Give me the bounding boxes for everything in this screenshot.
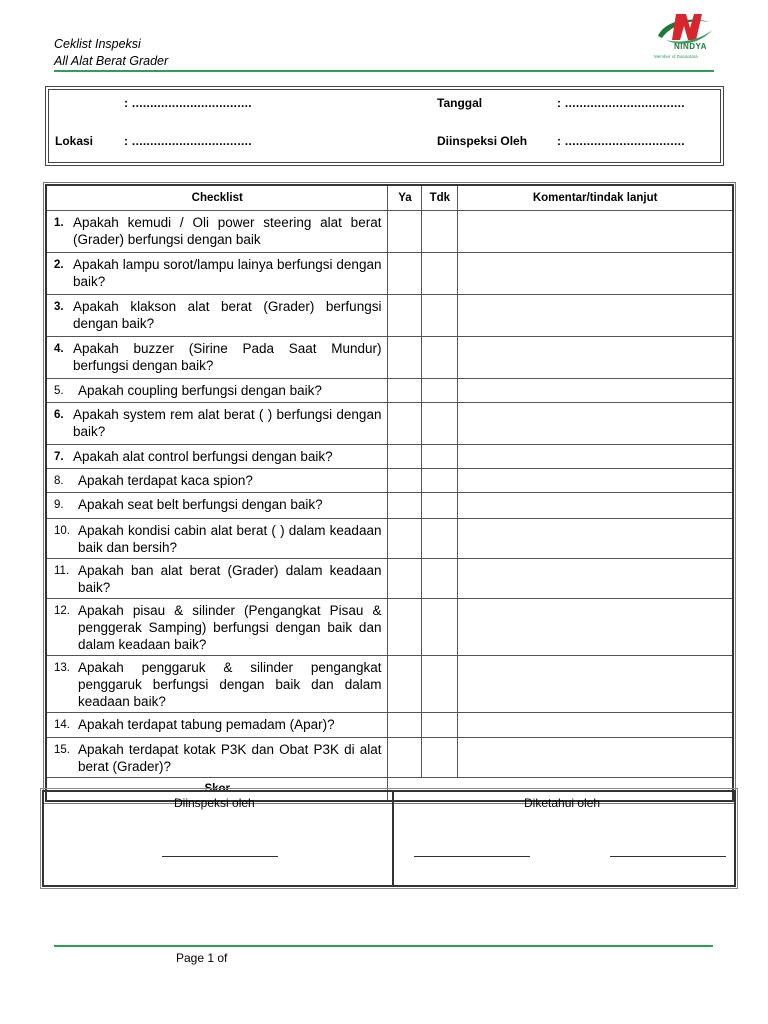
- tdk-cell[interactable]: [422, 295, 458, 337]
- tdk-cell[interactable]: [422, 337, 458, 379]
- info-box: [45, 86, 724, 166]
- ya-cell[interactable]: [388, 445, 422, 469]
- tdk-cell[interactable]: [422, 738, 458, 778]
- table-row: [46, 559, 733, 599]
- footer-divider: [54, 945, 713, 947]
- item-number: 9.: [54, 499, 64, 511]
- item-number: 4.: [54, 343, 64, 355]
- tdk-cell[interactable]: [422, 445, 458, 469]
- komentar-cell[interactable]: [458, 599, 733, 656]
- table-row: [46, 445, 733, 469]
- item-text: Apakah buzzer (Sirine Pada Saat Mundur) berfungsi dengan baik?: [73, 341, 382, 373]
- item-number: 15.: [54, 744, 70, 756]
- page-number: Page 1 of: [176, 951, 228, 965]
- item-text: Apakah penggaruk & silinder pengangkat penggaruk berfungsi dengan baik dan dalam keadaan baik?: [78, 660, 382, 709]
- tdk-cell[interactable]: [422, 493, 458, 519]
- nindya-logo: [652, 10, 718, 64]
- checklist-item: [47, 403, 387, 442]
- checklist-item: [47, 656, 387, 712]
- ya-cell[interactable]: [388, 599, 422, 656]
- signature-box: [42, 790, 736, 887]
- tdk-cell[interactable]: [422, 403, 458, 445]
- header-komentar: Komentar/tindak lanjut: [458, 185, 733, 211]
- komentar-cell[interactable]: [458, 403, 733, 445]
- item-number: 7.: [54, 451, 64, 463]
- komentar-cell[interactable]: [458, 253, 733, 295]
- item-number: 2.: [54, 259, 64, 271]
- item-text: Apakah seat belt berfungsi dengan baik?: [78, 497, 323, 512]
- logo-member-text: Member of Danantara: [654, 54, 698, 59]
- diinspeksi-label: Diinspeksi Oleh: [437, 134, 528, 148]
- item-number: 6.: [54, 409, 64, 421]
- komentar-cell[interactable]: [458, 445, 733, 469]
- checklist-item: [47, 295, 387, 334]
- tdk-cell[interactable]: [422, 211, 458, 253]
- ya-cell[interactable]: [388, 403, 422, 445]
- title-line-1: Ceklist Inspeksi: [54, 37, 141, 51]
- item-number: 3.: [54, 301, 64, 313]
- tdk-cell[interactable]: [422, 253, 458, 295]
- item-text: Apakah terdapat kotak P3K dan Obat P3K di alat berat (Grader)?: [78, 742, 382, 774]
- tanggal-label: Tanggal: [437, 96, 483, 110]
- item-number: 1.: [54, 217, 64, 229]
- komentar-cell[interactable]: [458, 379, 733, 403]
- tdk-cell[interactable]: [422, 559, 458, 599]
- item-text: Apakah lampu sorot/lampu lainya berfungsi dengan baik?: [73, 257, 382, 289]
- acknowledger-signature-line-2[interactable]: [610, 856, 726, 857]
- komentar-cell[interactable]: [458, 493, 733, 519]
- table-row: [46, 295, 733, 337]
- tdk-cell[interactable]: [422, 379, 458, 403]
- item-number: 14.: [54, 719, 70, 731]
- ya-cell[interactable]: [388, 713, 422, 738]
- checklist-item: [47, 599, 387, 655]
- signature-divider: [392, 792, 394, 885]
- checklist-header-row: [46, 185, 733, 211]
- ya-cell[interactable]: [388, 656, 422, 713]
- item-number: 10.: [54, 525, 70, 537]
- komentar-cell[interactable]: [458, 295, 733, 337]
- diinspeksi-field[interactable]: : .................................: [557, 134, 685, 148]
- ya-cell[interactable]: [388, 738, 422, 778]
- ya-cell[interactable]: [388, 295, 422, 337]
- item-number: 12.: [54, 605, 70, 617]
- ya-cell[interactable]: [388, 493, 422, 519]
- item-text: Apakah ban alat berat (Grader) dalam keadaan baik?: [78, 563, 382, 595]
- table-row: [46, 211, 733, 253]
- document-title: [54, 36, 168, 70]
- komentar-cell[interactable]: [458, 211, 733, 253]
- komentar-cell[interactable]: [458, 713, 733, 738]
- header-ya: Ya: [388, 185, 422, 211]
- komentar-cell[interactable]: [458, 337, 733, 379]
- inspector-signature-line[interactable]: [162, 856, 278, 857]
- checklist-item: [47, 738, 387, 777]
- logo-brand: NINDYA: [674, 42, 707, 51]
- table-row: [46, 469, 733, 493]
- ya-cell[interactable]: [388, 519, 422, 559]
- info-blank-field[interactable]: : .................................: [124, 96, 252, 110]
- acknowledger-signature-line-1[interactable]: [414, 856, 530, 857]
- checklist-item: [47, 445, 387, 468]
- item-text: Apakah system rem alat berat ( ) berfungsi dengan baik?: [73, 407, 382, 439]
- ya-cell[interactable]: [388, 379, 422, 403]
- lokasi-field[interactable]: : .................................: [124, 134, 252, 148]
- ya-cell[interactable]: [388, 337, 422, 379]
- checklist-item: [47, 253, 387, 292]
- tdk-cell[interactable]: [422, 519, 458, 559]
- item-text: Apakah terdapat tabung pemadam (Apar)?: [78, 717, 335, 732]
- table-row: [46, 519, 733, 559]
- item-text: Apakah alat control berfungsi dengan baik?: [73, 449, 333, 464]
- table-row: [46, 738, 733, 778]
- table-row: [46, 253, 733, 295]
- checklist-item: [47, 493, 387, 516]
- tdk-cell[interactable]: [422, 599, 458, 656]
- komentar-cell[interactable]: [458, 738, 733, 778]
- checklist-table: [45, 184, 734, 802]
- title-line-2: All Alat Berat Grader: [54, 54, 169, 68]
- header-tdk: Tdk: [422, 185, 458, 211]
- acknowledged-by-label: Diketahui oleh: [524, 796, 601, 810]
- header-divider: [54, 70, 714, 72]
- table-row: [46, 493, 733, 519]
- tdk-cell[interactable]: [422, 713, 458, 738]
- table-row: [46, 713, 733, 738]
- table-row: [46, 337, 733, 379]
- tanggal-field[interactable]: : .................................: [557, 96, 685, 110]
- lokasi-label: Lokasi: [55, 134, 94, 148]
- checklist-item: [47, 713, 387, 736]
- checklist-item: [47, 337, 387, 376]
- item-text: Apakah terdapat kaca spion?: [78, 473, 253, 488]
- item-text: Apakah pisau & silinder (Pengangkat Pisau & penggerak Samping) berfungsi dengan baik dan dalam keadaan baik?: [78, 603, 382, 652]
- tdk-cell[interactable]: [422, 469, 458, 493]
- komentar-cell[interactable]: [458, 519, 733, 559]
- item-number: 5.: [54, 385, 64, 397]
- checklist-item: [47, 559, 387, 598]
- ya-cell[interactable]: [388, 211, 422, 253]
- item-number: 13.: [54, 662, 70, 674]
- komentar-cell[interactable]: [458, 559, 733, 599]
- table-row: [46, 403, 733, 445]
- skor-label: Skor: [46, 778, 388, 802]
- table-row: [46, 656, 733, 713]
- item-text: Apakah klakson alat berat (Grader) berfungsi dengan baik?: [73, 299, 382, 331]
- ya-cell[interactable]: [388, 559, 422, 599]
- checklist-item: [47, 379, 387, 402]
- item-number: 8.: [54, 475, 64, 487]
- table-row: [46, 599, 733, 656]
- komentar-cell[interactable]: [458, 469, 733, 493]
- komentar-cell[interactable]: [458, 656, 733, 713]
- item-text: Apakah coupling berfungsi dengan baik?: [78, 383, 322, 398]
- inspected-by-label: Diinspeksi oleh: [174, 796, 255, 810]
- item-text: Apakah kondisi cabin alat berat ( ) dalam keadaan baik dan bersih?: [78, 523, 382, 555]
- tdk-cell[interactable]: [422, 656, 458, 713]
- item-number: 11.: [54, 565, 70, 577]
- table-row: [46, 379, 733, 403]
- ya-cell[interactable]: [388, 469, 422, 493]
- checklist-item: [47, 519, 387, 558]
- item-text: Apakah kemudi / Oli power steering alat berat (Grader) berfungsi dengan baik: [73, 215, 382, 247]
- checklist-item: [47, 469, 387, 492]
- header-checklist: Checklist: [46, 185, 388, 211]
- checklist-item: [47, 211, 387, 250]
- ya-cell[interactable]: [388, 253, 422, 295]
